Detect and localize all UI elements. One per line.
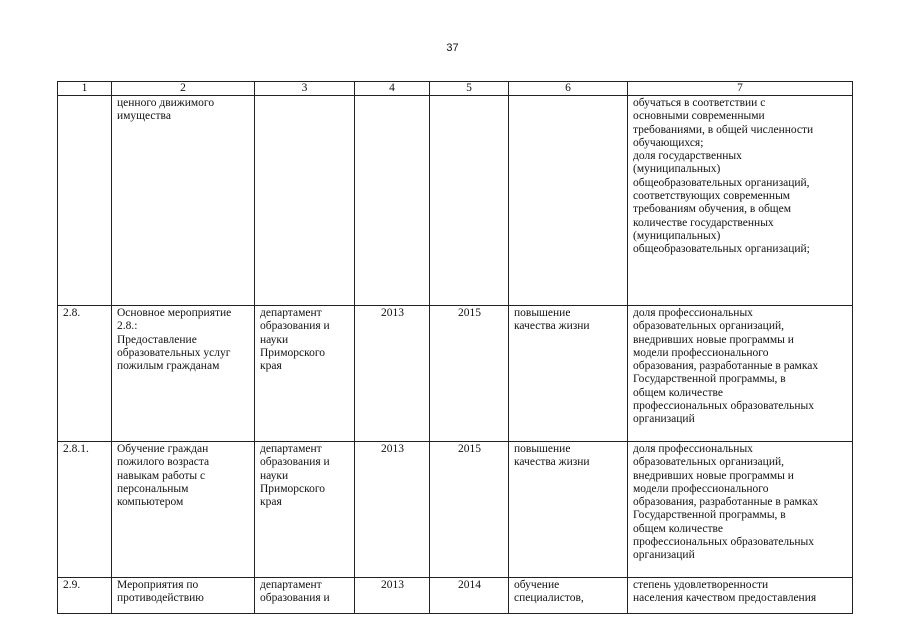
executor-cell <box>255 96 355 306</box>
table-row <box>58 96 853 306</box>
page-number: 37 <box>446 42 459 54</box>
activity-name-cell: ценного движимого имущества <box>112 96 255 306</box>
table-header-row <box>58 82 853 96</box>
table-row <box>58 578 853 614</box>
column-header: 3 <box>255 82 355 96</box>
end-year-cell <box>430 96 509 306</box>
executor-cell: департамент образования и <box>255 578 355 614</box>
end-year-cell: 2014 <box>430 578 509 614</box>
indicator-cell: обучаться в соответствии с основными современными требованиями, в общей численности обучающихся; доля государственных (муниципальных) общеобразовательных организаций, соответствующих современным требованиям обучения, в общем количестве государственных (муниципальных) общеобразовательных организаций; <box>628 96 853 306</box>
column-header: 4 <box>355 82 430 96</box>
row-number-cell: 2.8.1. <box>58 442 112 578</box>
indicator-cell: доля профессиональных образовательных организаций, внедривших новые программы и модели профессионального образования, разработанные в рамках Государственной программы, в общем количестве профессиональных образовательных организаций <box>628 306 853 442</box>
expected-result-cell: повышение качества жизни <box>509 442 628 578</box>
end-year-cell: 2015 <box>430 442 509 578</box>
indicator-cell: степень удовлетворенности населения качеством предоставления <box>628 578 853 614</box>
end-year-cell: 2015 <box>430 306 509 442</box>
start-year-cell: 2013 <box>355 442 430 578</box>
program-table <box>57 81 853 614</box>
column-header: 2 <box>112 82 255 96</box>
expected-result-cell: повышение качества жизни <box>509 306 628 442</box>
row-number-cell <box>58 96 112 306</box>
expected-result-cell <box>509 96 628 306</box>
executor-cell: департамент образования и науки Приморского края <box>255 306 355 442</box>
indicator-cell: доля профессиональных образовательных организаций, внедривших новые программы и модели профессионального образования, разработанные в рамках Государственной программы, в общем количестве профессиональных образовательных организаций <box>628 442 853 578</box>
expected-result-cell: обучение специалистов, <box>509 578 628 614</box>
column-header: 6 <box>509 82 628 96</box>
activity-name-cell: Мероприятия по противодействию <box>112 578 255 614</box>
table-row <box>58 442 853 578</box>
row-number-cell: 2.8. <box>58 306 112 442</box>
column-header: 7 <box>628 82 853 96</box>
column-header: 1 <box>58 82 112 96</box>
start-year-cell: 2013 <box>355 306 430 442</box>
start-year-cell: 2013 <box>355 578 430 614</box>
executor-cell: департамент образования и науки Приморского края <box>255 442 355 578</box>
row-number-cell: 2.9. <box>58 578 112 614</box>
start-year-cell <box>355 96 430 306</box>
table-row <box>58 306 853 442</box>
column-header: 5 <box>430 82 509 96</box>
activity-name-cell: Обучение граждан пожилого возраста навыкам работы с персональным компьютером <box>112 442 255 578</box>
activity-name-cell: Основное мероприятие 2.8.: Предоставление образовательных услуг пожилым гражданам <box>112 306 255 442</box>
